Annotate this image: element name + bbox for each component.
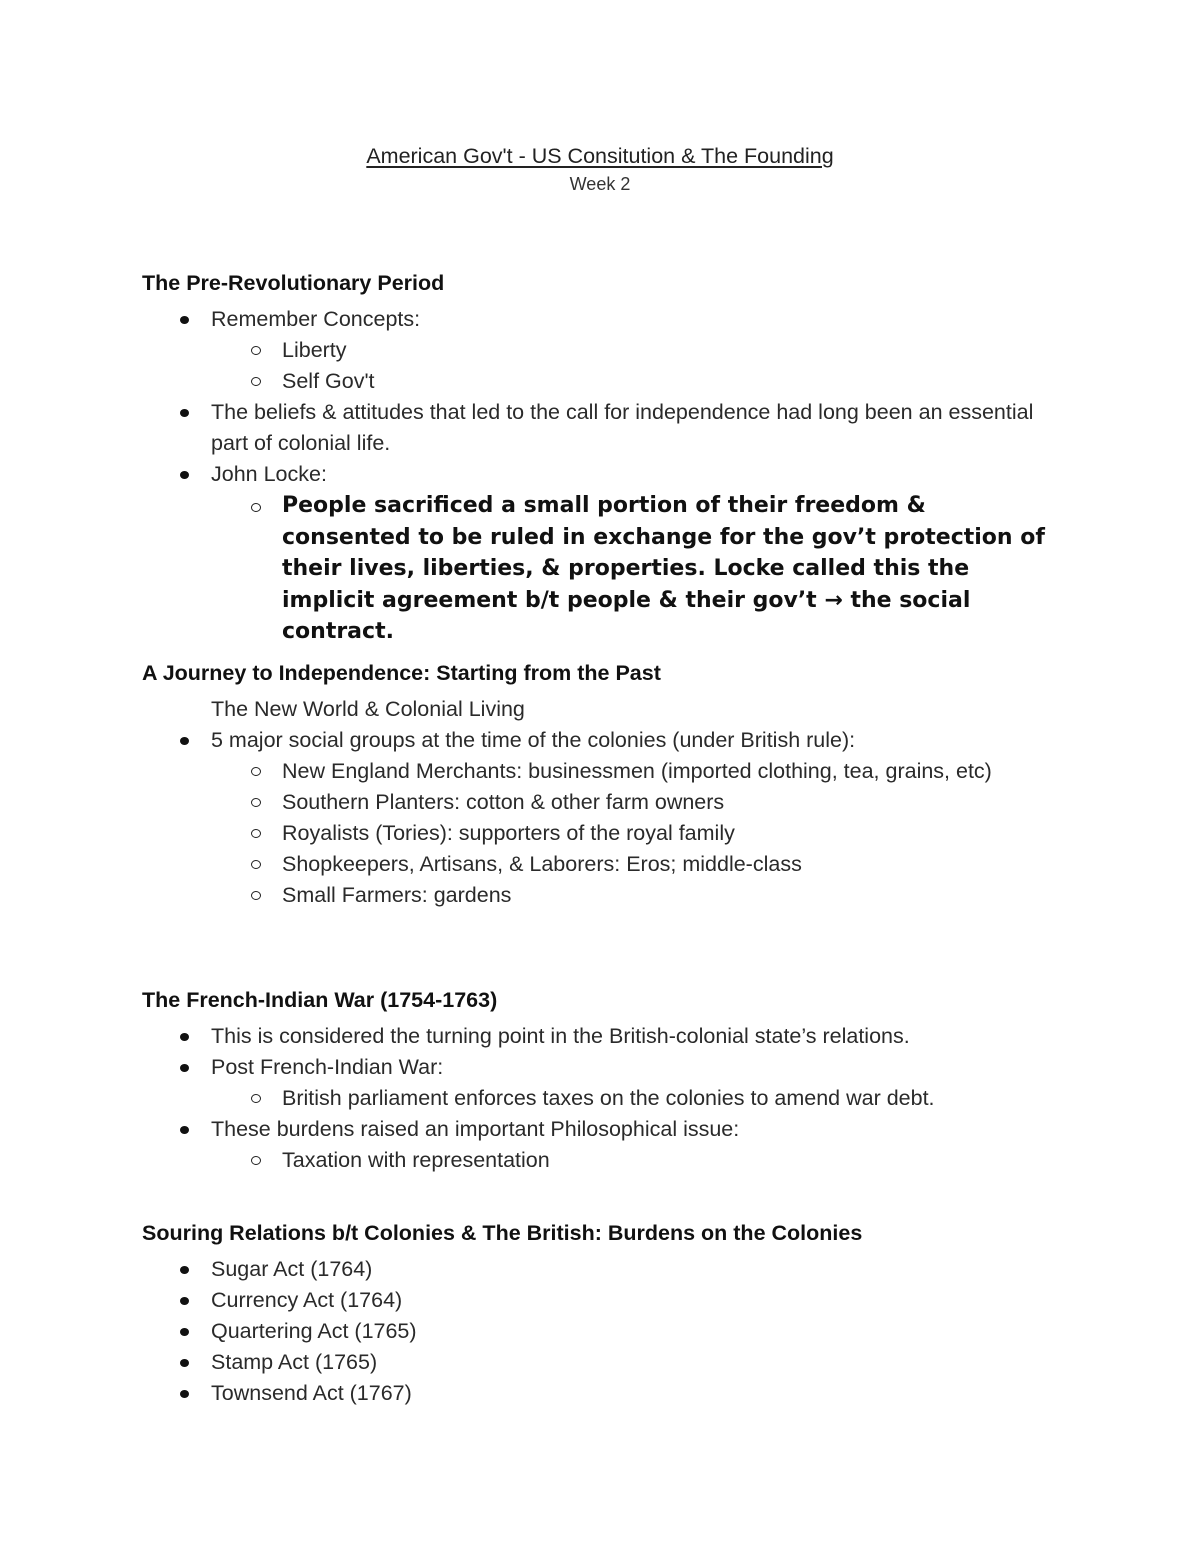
bullet-list bbox=[142, 1021, 1102, 1176]
sub-list-item-text: New England Merchants: businessmen (imported clothing, tea, grains, etc) bbox=[282, 759, 992, 783]
list-item-text: Post French-Indian War: bbox=[211, 1055, 444, 1079]
bullet-icon bbox=[180, 316, 189, 324]
section-intro: The New World & Colonial Living bbox=[211, 697, 525, 721]
list-item bbox=[142, 1347, 1102, 1378]
hollow-bullet-icon bbox=[251, 1094, 261, 1103]
section-heading: A Journey to Independence: Starting from the Past bbox=[142, 661, 661, 685]
sub-list-item bbox=[142, 787, 1102, 818]
bullet-icon bbox=[180, 1033, 189, 1041]
section-journey-to-independence bbox=[142, 658, 1102, 911]
sub-list-item bbox=[142, 335, 1102, 366]
section-french-indian-war bbox=[142, 985, 1102, 1176]
list-item bbox=[142, 1378, 1102, 1409]
list-item bbox=[142, 1285, 1102, 1316]
list-item-text: The beliefs & attitudes that led to the call for independence had long been an essential part of colonial life. bbox=[211, 400, 1034, 455]
list-item bbox=[142, 1316, 1102, 1347]
list-item-text: Sugar Act (1764) bbox=[211, 1257, 373, 1281]
section-heading: The French-Indian War (1754-1763) bbox=[142, 988, 498, 1012]
sub-list-item bbox=[142, 1145, 1102, 1176]
hollow-bullet-icon bbox=[251, 346, 261, 355]
bullet-icon bbox=[180, 1328, 189, 1336]
hollow-bullet-icon bbox=[251, 798, 261, 807]
hollow-bullet-icon bbox=[251, 860, 261, 869]
sub-list-item bbox=[142, 366, 1102, 397]
list-item-text: Stamp Act (1765) bbox=[211, 1350, 378, 1374]
list-item bbox=[142, 304, 1102, 335]
list-item-text: Currency Act (1764) bbox=[211, 1288, 403, 1312]
bullet-icon bbox=[180, 1297, 189, 1305]
list-item-text: John Locke: bbox=[211, 462, 327, 486]
sub-list-item-text: Liberty bbox=[282, 338, 347, 362]
list-item-text: These burdens raised an important Philosophical issue: bbox=[211, 1117, 740, 1141]
hollow-bullet-icon bbox=[251, 377, 261, 386]
hollow-bullet-icon bbox=[251, 891, 261, 900]
bullet-icon bbox=[180, 737, 189, 745]
bullet-icon bbox=[180, 1126, 189, 1134]
document-header bbox=[0, 141, 1200, 197]
sub-list-item-text: Self Gov't bbox=[282, 369, 375, 393]
hollow-bullet-icon bbox=[251, 503, 261, 512]
sub-list-item bbox=[142, 1083, 1102, 1114]
list-item bbox=[142, 1052, 1102, 1083]
hollow-bullet-icon bbox=[251, 1156, 261, 1165]
document-title: American Gov't - US Consitution & The Founding bbox=[366, 144, 834, 168]
list-item-text: Townsend Act (1767) bbox=[211, 1381, 412, 1405]
section-pre-revolutionary bbox=[142, 268, 1102, 648]
list-item-text: Remember Concepts: bbox=[211, 307, 421, 331]
sub-list-item bbox=[142, 490, 1102, 648]
sub-list-item-text: British parliament enforces taxes on the colonies to amend war debt. bbox=[282, 1086, 935, 1110]
list-item bbox=[142, 397, 1102, 459]
bullet-icon bbox=[180, 1390, 189, 1398]
section-souring-relations bbox=[142, 1218, 1102, 1409]
bullet-icon bbox=[180, 1266, 189, 1274]
list-item bbox=[142, 725, 1102, 756]
hollow-bullet-icon bbox=[251, 829, 261, 838]
sub-list-item bbox=[142, 880, 1102, 911]
bullet-icon bbox=[180, 1359, 189, 1367]
list-item bbox=[142, 459, 1102, 490]
list-item-text: Quartering Act (1765) bbox=[211, 1319, 417, 1343]
bullet-icon bbox=[180, 1064, 189, 1072]
list-item bbox=[142, 1021, 1102, 1052]
document-subtitle: Week 2 bbox=[569, 174, 631, 194]
sub-list-item-text: Shopkeepers, Artisans, & Laborers: Eros; middle-class bbox=[282, 852, 802, 876]
list-item-text: 5 major social groups at the time of the colonies (under British rule): bbox=[211, 728, 856, 752]
sub-list-item-text: Southern Planters: cotton & other farm owners bbox=[282, 790, 725, 814]
sub-list-item bbox=[142, 849, 1102, 880]
list-item bbox=[142, 1254, 1102, 1285]
sub-list-item-text: Taxation with representation bbox=[282, 1148, 550, 1172]
sub-list-item bbox=[142, 756, 1102, 787]
bullet-list bbox=[142, 1254, 1102, 1409]
social-contract-quote: People sacrificed a small portion of their freedom & consented to be ruled in exchange for the gov’t protection of their lives, liberties, & properties. Locke called this the implicit agreement b/t people & their gov’t → the social contract. bbox=[282, 493, 1045, 644]
list-item-text: This is considered the turning point in the British-colonial state’s relations. bbox=[211, 1024, 910, 1048]
sub-list-item bbox=[142, 818, 1102, 849]
bullet-icon bbox=[180, 471, 189, 479]
bullet-list bbox=[142, 304, 1102, 648]
hollow-bullet-icon bbox=[251, 767, 261, 776]
sub-list-item-text: Royalists (Tories): supporters of the royal family bbox=[282, 821, 735, 845]
section-heading: The Pre-Revolutionary Period bbox=[142, 271, 445, 295]
sub-list-item-text: Small Farmers: gardens bbox=[282, 883, 512, 907]
bullet-icon bbox=[180, 409, 189, 417]
section-heading: Souring Relations b/t Colonies & The British: Burdens on the Colonies bbox=[142, 1221, 863, 1245]
list-item bbox=[142, 1114, 1102, 1145]
bullet-list bbox=[142, 725, 1102, 911]
